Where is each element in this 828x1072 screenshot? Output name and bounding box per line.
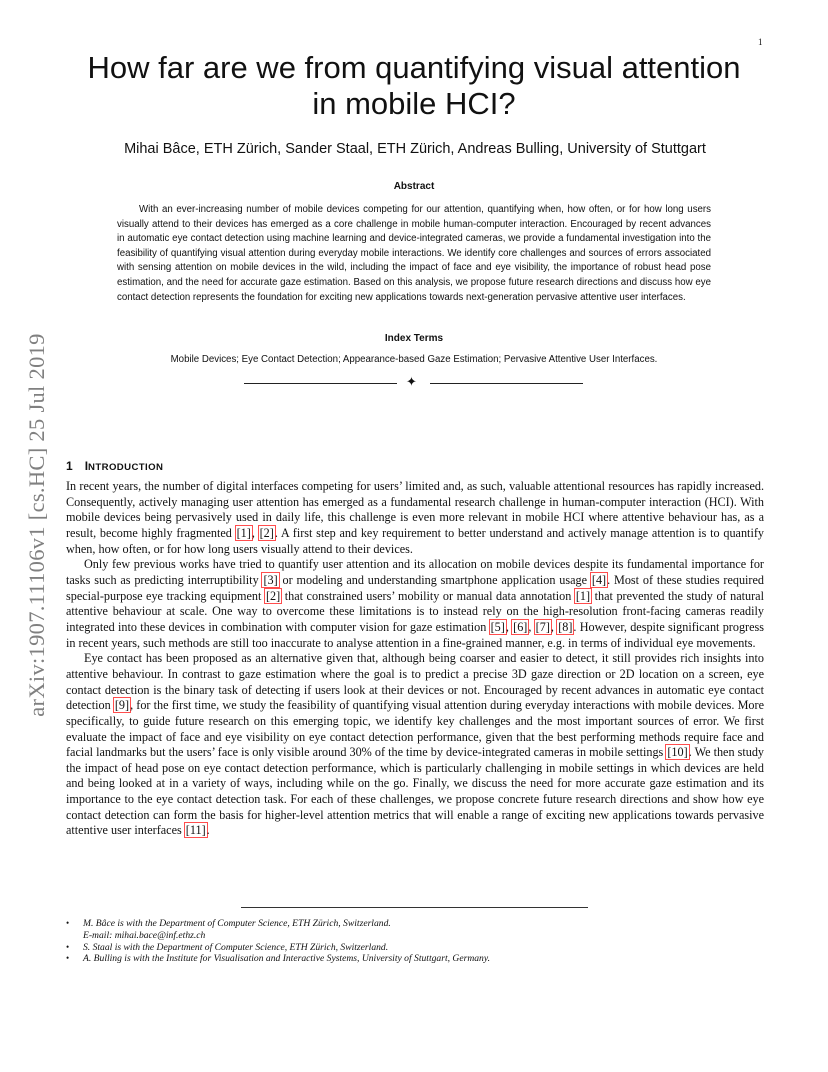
citation-link-2[interactable]: [2]: [259, 525, 274, 540]
section-title-initial: I: [84, 459, 89, 473]
text-run: ,: [505, 619, 513, 634]
paragraph-3: [66, 651, 764, 839]
text-run: Eye contact has been proposed as an alternative given that, although being coarser and easier to detect, it still provides rich insights into attentive behaviour. In contrast to gaze estimation where the goal is to predict a precise 3D gaze direction or 2D location on a screen, eye contact detection is the binary task of detecting if users look at their devices or not. Encouraged by recent advances in automatic eye contact detection: [66, 651, 764, 713]
citation-link-5[interactable]: [5]: [490, 619, 505, 634]
text-run: ,: [528, 619, 535, 634]
title-line-2: in mobile HCI?: [312, 86, 516, 121]
separator-rule-right: [430, 383, 583, 384]
footnote-text: S. Staal is with the Department of Computer Science, ETH Zürich, Switzerland.: [83, 941, 389, 953]
bullet-icon: •: [66, 918, 70, 928]
citation-link-7[interactable]: [7]: [535, 619, 550, 634]
text-run: that prevented the study of natural attentive behaviour at scale. One way to overcome these limitations is to instead rely on the high-resolution front-facing cameras readily integrated into these devices in combination with computer vision for gaze estimation: [66, 588, 764, 634]
footnote-item: [66, 918, 764, 942]
text-run: , for the first time, we study the feasibility of quantifying visual attention during everyday interactions with mobile devices. More specifically, to guide future research on this emerging topic, we identify key challenges and the most important sources of error. We first evaluate the impact of face and eye visibility on eye contact detection performance, given that the best performing methods require face and facial landmarks but the users’ face is only visible around 30% of the time by device-integrated cameras in mobile settings: [66, 698, 764, 760]
text-run: that constrained users’ mobility or manual data annotation: [281, 588, 575, 603]
footnote-item: [66, 953, 764, 965]
footnote-text: M. Bâce is with the Department of Computer Science, ETH Zürich, Switzerland.: [83, 918, 391, 929]
author-footnotes: [66, 918, 764, 965]
paper-title: [40, 50, 788, 122]
footnote-email[interactable]: E-mail: mihai.bace@inf.ethz.ch: [83, 929, 206, 941]
citation-link-10[interactable]: [10]: [667, 745, 688, 760]
section-heading-introduction: [66, 459, 163, 473]
citation-link-8[interactable]: [8]: [558, 619, 573, 634]
text-run: Only few previous works have tried to quantify user attention and its allocation on mobile devices despite its fundamental importance for tasks such as predicting interruptibility: [66, 557, 764, 587]
separator-diamond-icon: ✦: [406, 375, 417, 390]
text-run: ,: [251, 525, 259, 540]
section-number: 1: [66, 459, 73, 473]
citation-link-3[interactable]: [3]: [263, 572, 278, 587]
page-number: 1: [758, 37, 763, 47]
introduction-body: [66, 479, 764, 839]
footnote-text: A. Bulling is with the Institute for Visualisation and Interactive Systems, University of Stuttgart, Germany.: [83, 953, 490, 965]
citation-link-6[interactable]: [6]: [513, 619, 528, 634]
citation-link-2[interactable]: [2]: [265, 588, 281, 603]
bullet-icon: •: [66, 941, 70, 952]
index-terms-heading: Index Terms: [384, 333, 444, 344]
text-run: ,: [550, 619, 558, 634]
paragraph-1: [66, 479, 764, 557]
citation-link-4[interactable]: [4]: [591, 572, 607, 587]
text-run: . A first step and key requirement to better understand and actively manage attention is to quantify when, how often, or for how long users visually attend to their devices.: [66, 525, 764, 556]
bullet-icon: •: [66, 953, 70, 964]
text-run: or modeling and understanding smartphone application usage: [278, 572, 591, 587]
abstract-heading: Abstract: [393, 181, 435, 192]
separator-rule-left: [244, 383, 397, 384]
author-list: Mihai Bâce, ETH Zürich, Sander Staal, ETH Zürich, Andreas Bulling, University of Stuttgart: [124, 141, 706, 157]
footnote-item: [66, 942, 764, 954]
text-run: . Most of these studies required special-purpose eye tracking equipment: [66, 572, 764, 603]
abstract-text: With an ever-increasing number of mobile devices competing for our attention, quantifying when, how often, or for how long users visually attend to their devices has emerged as a core challenge in mobile human-computer interaction. Encouraged by recent advances in automatic eye contact detection using machine learning and device-integrated cameras, we provide a fundamental investigation into the feasibility of quantifying visual attention during everyday mobile interactions. We identify core challenges and sources of errors associated with sensing attention on mobile devices in the wild, including the impact of face and eye visibility, the importance of robust head pose estimation, and the need for accurate gaze estimation. Based on this analysis, we propose future research directions and discuss how eye contact detection represents the foundation for exciting new applications towards next-generation pervasive attentive user interfaces.: [117, 204, 711, 303]
text-run: . We then study the impact of head pose on eye contact detection performance, which is particularly challenging in mobile settings in which devices are held and being looked at in a variety of ways, including while on the go. Finally, we discuss the need for more accurate gaze estimation and its importance to the eye contact detection task. For each of these challenges, we propose concrete future research directions and show how eye contact detection can form the basis for higher-level attention metrics that will enable a range of exciting new applications towards pervasive attentive user interfaces: [66, 745, 765, 838]
footnote-rule: [241, 907, 588, 908]
text-run: . However, despite significant progress in recent years, such methods are still too inaccurate to analyse attention in a fine-grained manner, e.g. in terms of individual eye movements.: [66, 619, 764, 650]
arxiv-identifier-stamp[interactable]: arXiv:1907.11106v1 [cs.HC] 25 Jul 2019: [24, 333, 49, 717]
text-run: .: [206, 823, 210, 838]
section-title-rest: NTRODUCTION: [88, 462, 164, 473]
citation-link-1[interactable]: [1]: [575, 588, 591, 603]
text-run: In recent years, the number of digital interfaces competing for users’ limited and, as such, valuable attentional resources has rapidly increased. Consequently, actively managing user attention has emerged as a fundamental research challenge in human-computer interaction (HCI). With mobile devices being pervasively used in daily life, this challenge is even more relevant in mobile HCI where attentive behaviour has, as a result, become highly fragmented: [66, 479, 764, 540]
citation-link-11[interactable]: [11]: [185, 823, 206, 838]
paragraph-2: [66, 557, 764, 651]
citation-link-9[interactable]: [9]: [114, 698, 130, 713]
title-line-1: How far are we from quantifying visual attention: [87, 50, 741, 85]
citation-link-1[interactable]: [1]: [236, 525, 251, 540]
index-terms-text: Mobile Devices; Eye Contact Detection; Appearance-based Gaze Estimation; Pervasive Attentive User Interfaces.: [170, 354, 658, 365]
